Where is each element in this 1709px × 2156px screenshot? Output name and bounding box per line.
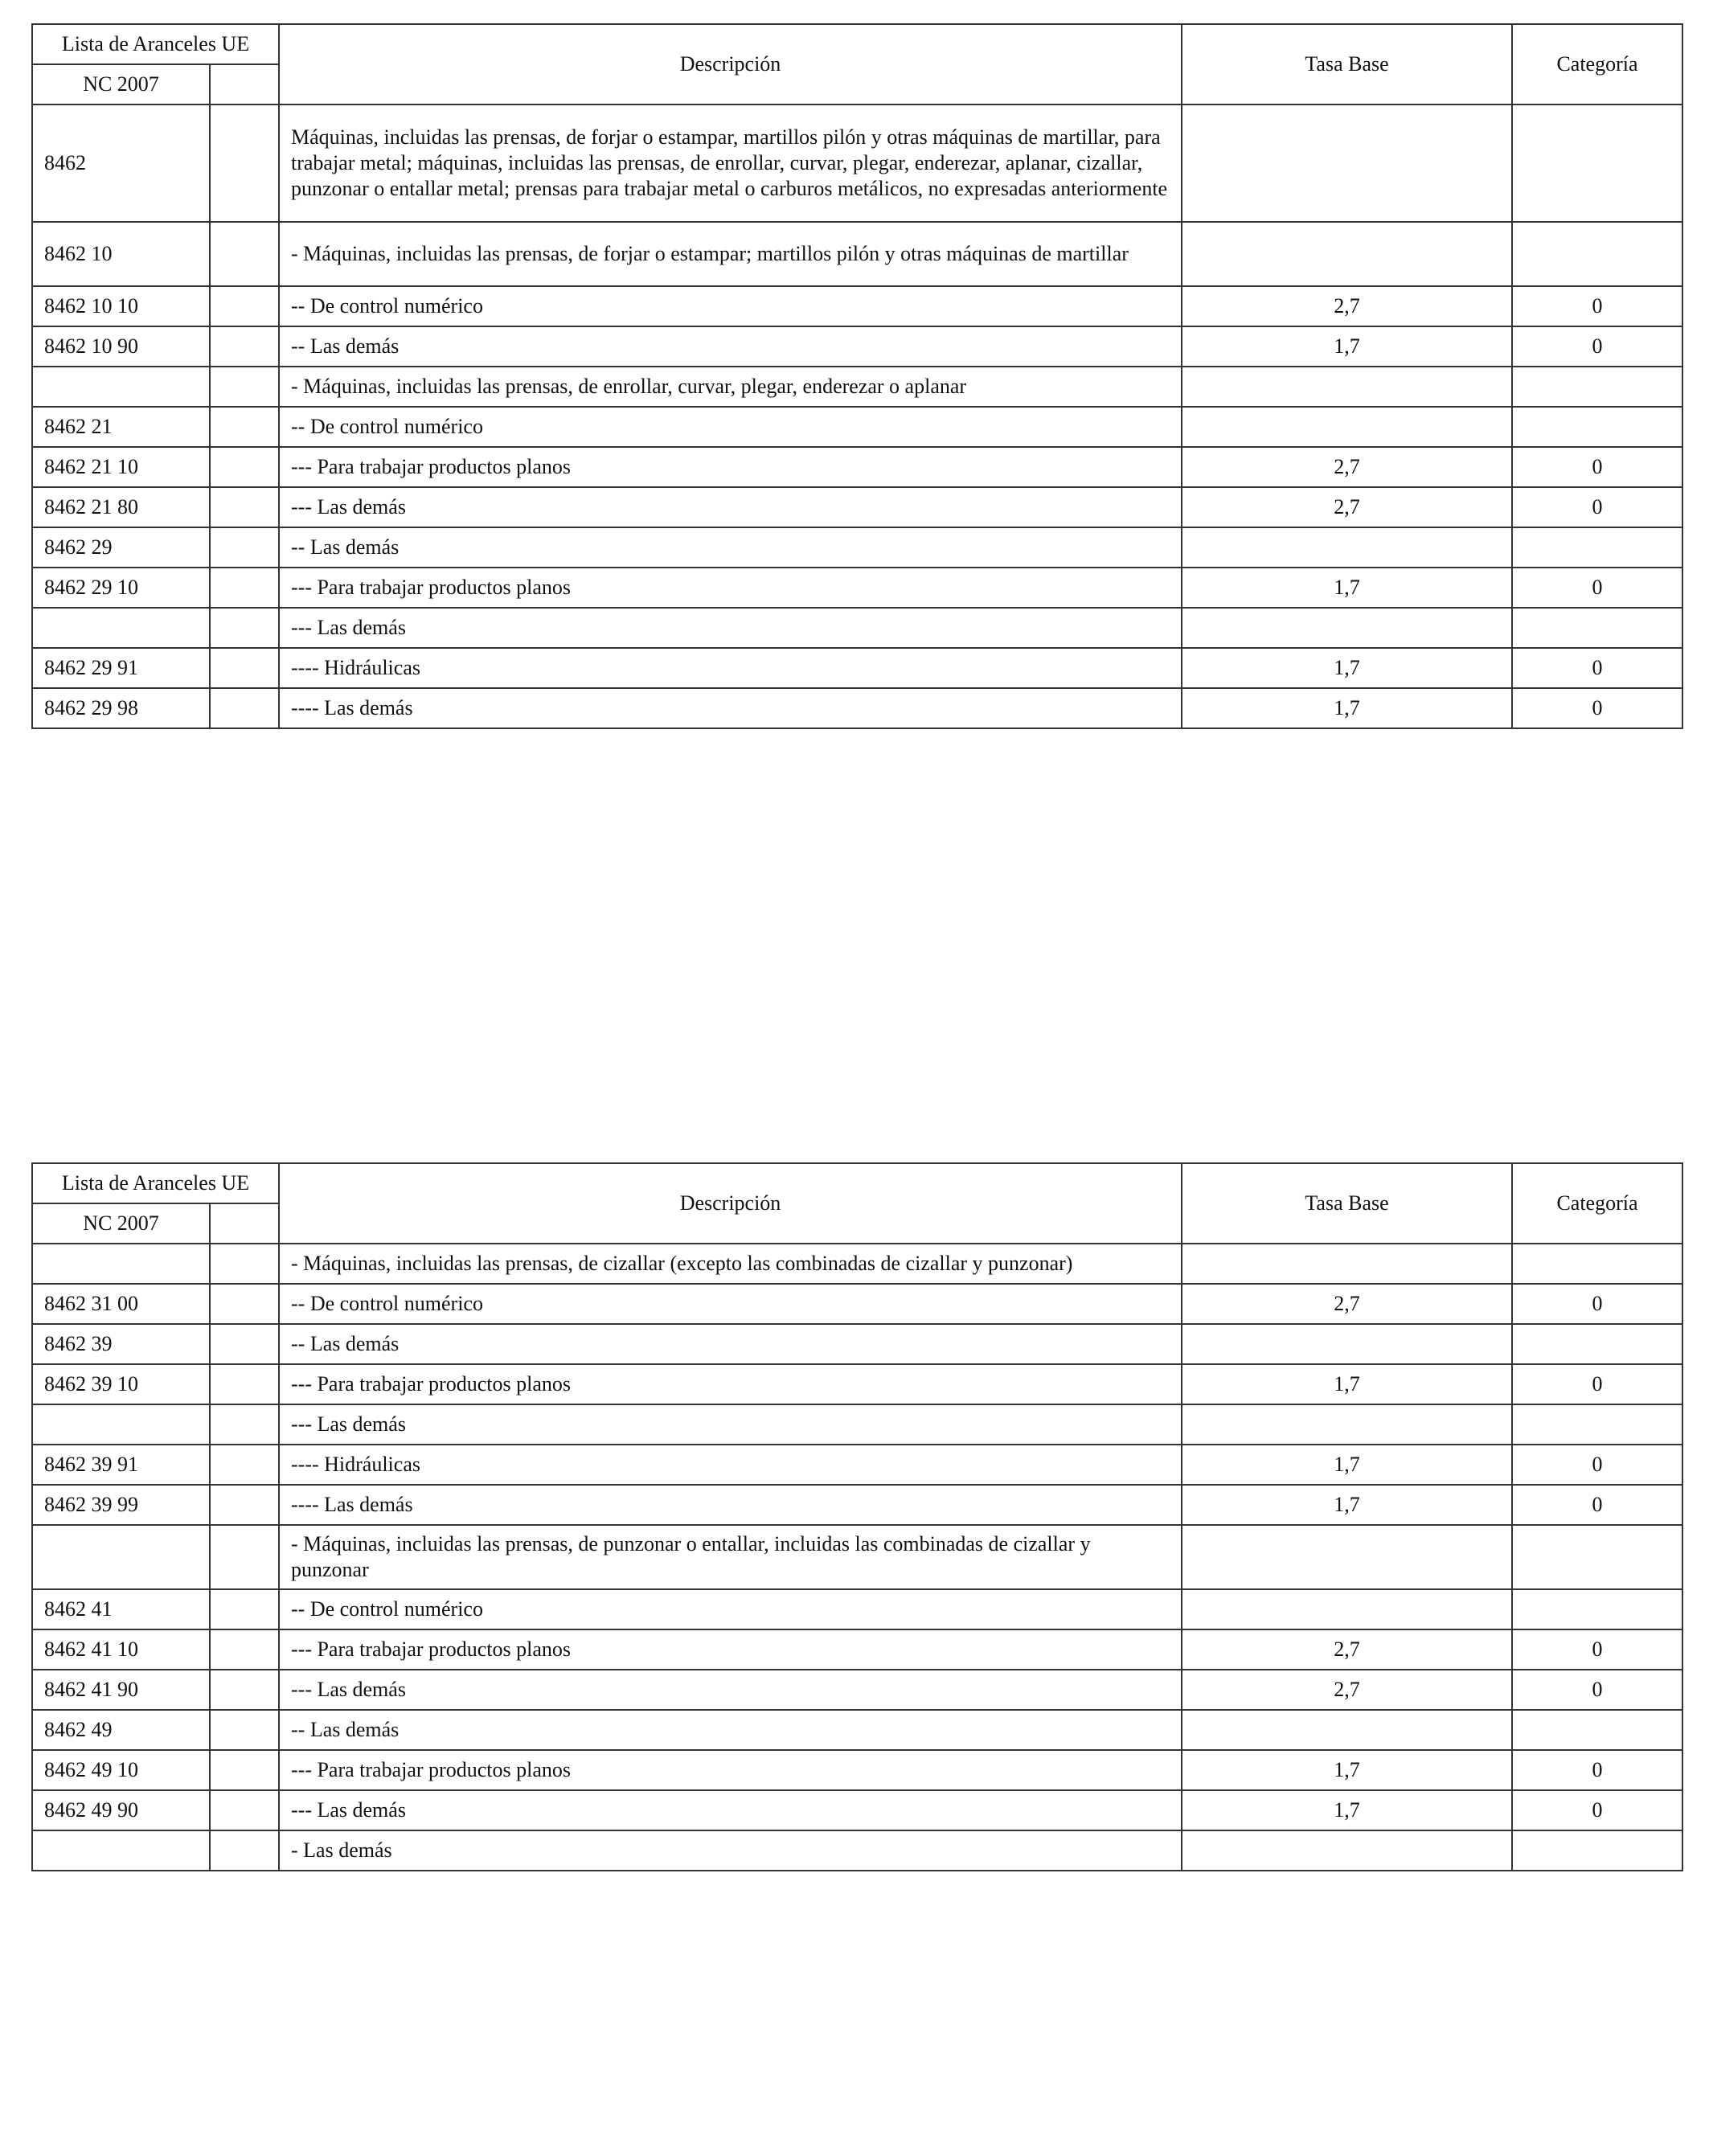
blank-cell — [210, 1629, 279, 1670]
description-cell: -- Las demás — [279, 527, 1182, 568]
table-row — [32, 326, 1682, 367]
header-row — [32, 1163, 1682, 1203]
category-cell: 0 — [1512, 447, 1682, 487]
table-row — [32, 1404, 1682, 1445]
rate-cell — [1182, 1324, 1512, 1364]
category-cell — [1512, 367, 1682, 407]
blank-cell — [210, 648, 279, 688]
category-cell: 0 — [1512, 1445, 1682, 1485]
table-row — [32, 1284, 1682, 1324]
rate-cell: 1,7 — [1182, 1364, 1512, 1404]
code-cell: 8462 41 90 — [32, 1670, 210, 1710]
blank-cell — [210, 1830, 279, 1871]
code-cell: 8462 39 10 — [32, 1364, 210, 1404]
category-cell — [1512, 1830, 1682, 1871]
description-cell: -- Las demás — [279, 326, 1182, 367]
rate-cell — [1182, 1589, 1512, 1629]
code-cell — [32, 1830, 210, 1871]
description-cell: ---- Hidráulicas — [279, 1445, 1182, 1485]
table-row — [32, 1710, 1682, 1750]
rate-cell: 1,7 — [1182, 1790, 1512, 1830]
category-cell — [1512, 527, 1682, 568]
blank-cell — [210, 1445, 279, 1485]
description-cell: -- De control numérico — [279, 1589, 1182, 1629]
category-cell: 0 — [1512, 1750, 1682, 1790]
code-cell: 8462 10 — [32, 222, 210, 286]
table-row — [32, 1830, 1682, 1871]
category-cell: 0 — [1512, 1284, 1682, 1324]
header-blank-cell — [210, 64, 279, 105]
blank-cell — [210, 527, 279, 568]
table-row — [32, 608, 1682, 648]
blank-cell — [210, 105, 279, 222]
rate-cell — [1182, 527, 1512, 568]
category-cell — [1512, 1525, 1682, 1589]
description-cell: -- De control numérico — [279, 286, 1182, 326]
header-lista: Lista de Aranceles UE — [32, 24, 279, 64]
category-cell: 0 — [1512, 326, 1682, 367]
tariff-table-2 — [31, 1162, 1683, 1871]
code-cell: 8462 21 80 — [32, 487, 210, 527]
rate-cell: 2,7 — [1182, 1670, 1512, 1710]
table-row — [32, 527, 1682, 568]
code-cell — [32, 1525, 210, 1589]
tariff-table-body — [32, 1163, 1682, 1871]
description-cell: -- Las demás — [279, 1710, 1182, 1750]
code-cell: 8462 21 10 — [32, 447, 210, 487]
description-cell: - Máquinas, incluidas las prensas, de forjar o estampar; martillos pilón y otras máquinas de martillar — [279, 222, 1182, 286]
table-row — [32, 1790, 1682, 1830]
category-cell: 0 — [1512, 1485, 1682, 1525]
category-cell: 0 — [1512, 286, 1682, 326]
rate-cell — [1182, 367, 1512, 407]
rate-cell — [1182, 608, 1512, 648]
header-categoria: Categoría — [1512, 24, 1682, 105]
rate-cell: 2,7 — [1182, 447, 1512, 487]
description-cell: --- Las demás — [279, 487, 1182, 527]
rate-cell — [1182, 1710, 1512, 1750]
rate-cell: 1,7 — [1182, 568, 1512, 608]
rate-cell — [1182, 1525, 1512, 1589]
table-row — [32, 407, 1682, 447]
blank-cell — [210, 568, 279, 608]
blank-cell — [210, 407, 279, 447]
description-cell: -- De control numérico — [279, 1284, 1182, 1324]
category-cell — [1512, 1710, 1682, 1750]
blank-cell — [210, 1364, 279, 1404]
description-cell: --- Para trabajar productos planos — [279, 1364, 1182, 1404]
blank-cell — [210, 1750, 279, 1790]
rate-cell: 1,7 — [1182, 688, 1512, 728]
category-cell: 0 — [1512, 1670, 1682, 1710]
rate-cell: 2,7 — [1182, 1629, 1512, 1670]
blank-cell — [210, 1525, 279, 1589]
code-cell: 8462 49 — [32, 1710, 210, 1750]
table-row — [32, 1525, 1682, 1589]
rate-cell — [1182, 1244, 1512, 1284]
table-row — [32, 1629, 1682, 1670]
header-tasa-base: Tasa Base — [1182, 24, 1512, 105]
blank-cell — [210, 447, 279, 487]
code-cell: 8462 49 10 — [32, 1750, 210, 1790]
blank-cell — [210, 1589, 279, 1629]
table-row — [32, 367, 1682, 407]
header-lista: Lista de Aranceles UE — [32, 1163, 279, 1203]
table-row — [32, 1244, 1682, 1284]
blank-cell — [210, 222, 279, 286]
category-cell: 0 — [1512, 1364, 1682, 1404]
table-row — [32, 648, 1682, 688]
code-cell — [32, 1404, 210, 1445]
code-cell: 8462 29 91 — [32, 648, 210, 688]
rate-cell: 1,7 — [1182, 648, 1512, 688]
rate-cell — [1182, 105, 1512, 222]
rate-cell — [1182, 407, 1512, 447]
blank-cell — [210, 608, 279, 648]
header-tasa-base: Tasa Base — [1182, 1163, 1512, 1244]
category-cell — [1512, 1324, 1682, 1364]
code-cell: 8462 — [32, 105, 210, 222]
description-cell: - Máquinas, incluidas las prensas, de cizallar (excepto las combinadas de cizallar y punzonar) — [279, 1244, 1182, 1284]
blank-cell — [210, 1324, 279, 1364]
rate-cell: 1,7 — [1182, 1485, 1512, 1525]
category-cell — [1512, 608, 1682, 648]
tariff-table-body — [32, 24, 1682, 728]
description-cell: --- Las demás — [279, 1790, 1182, 1830]
description-cell: --- Las demás — [279, 1404, 1182, 1445]
category-cell — [1512, 407, 1682, 447]
description-cell: ---- Hidráulicas — [279, 648, 1182, 688]
table-row — [32, 1670, 1682, 1710]
rate-cell — [1182, 1404, 1512, 1445]
blank-cell — [210, 1710, 279, 1750]
code-cell — [32, 608, 210, 648]
table-row — [32, 222, 1682, 286]
description-cell: - Las demás — [279, 1830, 1182, 1871]
header-descripcion: Descripción — [279, 1163, 1182, 1244]
description-cell: --- Para trabajar productos planos — [279, 447, 1182, 487]
blank-cell — [210, 326, 279, 367]
blank-cell — [210, 1790, 279, 1830]
category-cell: 0 — [1512, 487, 1682, 527]
table-row — [32, 1589, 1682, 1629]
header-descripcion: Descripción — [279, 24, 1182, 105]
category-cell — [1512, 1244, 1682, 1284]
code-cell: 8462 10 90 — [32, 326, 210, 367]
code-cell: 8462 29 98 — [32, 688, 210, 728]
table-row — [32, 1445, 1682, 1485]
description-cell: ---- Las demás — [279, 688, 1182, 728]
table-row — [32, 286, 1682, 326]
rate-cell — [1182, 1830, 1512, 1871]
table-row — [32, 105, 1682, 222]
table-row — [32, 568, 1682, 608]
category-cell — [1512, 222, 1682, 286]
description-cell: --- Las demás — [279, 1670, 1182, 1710]
description-cell: --- Para trabajar productos planos — [279, 568, 1182, 608]
blank-cell — [210, 688, 279, 728]
category-cell: 0 — [1512, 1790, 1682, 1830]
rate-cell: 2,7 — [1182, 1284, 1512, 1324]
code-cell: 8462 39 — [32, 1324, 210, 1364]
category-cell: 0 — [1512, 568, 1682, 608]
description-cell: --- Las demás — [279, 608, 1182, 648]
code-cell: 8462 49 90 — [32, 1790, 210, 1830]
table-row — [32, 1750, 1682, 1790]
category-cell — [1512, 105, 1682, 222]
code-cell: 8462 29 — [32, 527, 210, 568]
header-blank-cell — [210, 1203, 279, 1244]
table-row — [32, 1324, 1682, 1364]
blank-cell — [210, 367, 279, 407]
code-cell: 8462 21 — [32, 407, 210, 447]
blank-cell — [210, 1485, 279, 1525]
rate-cell — [1182, 222, 1512, 286]
header-nc: NC 2007 — [32, 1203, 210, 1244]
description-cell: - Máquinas, incluidas las prensas, de enrollar, curvar, plegar, enderezar o aplanar — [279, 367, 1182, 407]
description-cell: --- Para trabajar productos planos — [279, 1750, 1182, 1790]
code-cell: 8462 10 10 — [32, 286, 210, 326]
blank-cell — [210, 487, 279, 527]
description-cell: ---- Las demás — [279, 1485, 1182, 1525]
blank-cell — [210, 286, 279, 326]
table-row — [32, 688, 1682, 728]
table-row — [32, 447, 1682, 487]
header-row — [32, 24, 1682, 64]
header-categoria: Categoría — [1512, 1163, 1682, 1244]
rate-cell: 2,7 — [1182, 286, 1512, 326]
category-cell — [1512, 1589, 1682, 1629]
category-cell: 0 — [1512, 648, 1682, 688]
table-row — [32, 1364, 1682, 1404]
description-cell: Máquinas, incluidas las prensas, de forjar o estampar, martillos pilón y otras máquinas de martillar, para trabajar metal; máquinas, incluidas las prensas, de enrollar, curvar, plegar, enderezar, aplanar, cizallar, punzonar o entallar metal; prensas para trabajar metal o carburos metálicos, no expresadas anteriormente — [279, 105, 1182, 222]
blank-cell — [210, 1284, 279, 1324]
code-cell — [32, 367, 210, 407]
code-cell: 8462 29 10 — [32, 568, 210, 608]
blank-cell — [210, 1244, 279, 1284]
code-cell: 8462 31 00 — [32, 1284, 210, 1324]
description-cell: - Máquinas, incluidas las prensas, de punzonar o entallar, incluidas las combinadas de cizallar y punzonar — [279, 1525, 1182, 1589]
header-nc: NC 2007 — [32, 64, 210, 105]
category-cell — [1512, 1404, 1682, 1445]
rate-cell: 1,7 — [1182, 326, 1512, 367]
rate-cell: 1,7 — [1182, 1750, 1512, 1790]
description-cell: -- De control numérico — [279, 407, 1182, 447]
code-cell — [32, 1244, 210, 1284]
tariff-table-1 — [31, 23, 1683, 729]
code-cell: 8462 41 10 — [32, 1629, 210, 1670]
category-cell: 0 — [1512, 688, 1682, 728]
description-cell: -- Las demás — [279, 1324, 1182, 1364]
rate-cell: 2,7 — [1182, 487, 1512, 527]
code-cell: 8462 41 — [32, 1589, 210, 1629]
code-cell: 8462 39 99 — [32, 1485, 210, 1525]
table-row — [32, 487, 1682, 527]
description-cell: --- Para trabajar productos planos — [279, 1629, 1182, 1670]
blank-cell — [210, 1670, 279, 1710]
blank-cell — [210, 1404, 279, 1445]
table-row — [32, 1485, 1682, 1525]
rate-cell: 1,7 — [1182, 1445, 1512, 1485]
category-cell: 0 — [1512, 1629, 1682, 1670]
code-cell: 8462 39 91 — [32, 1445, 210, 1485]
